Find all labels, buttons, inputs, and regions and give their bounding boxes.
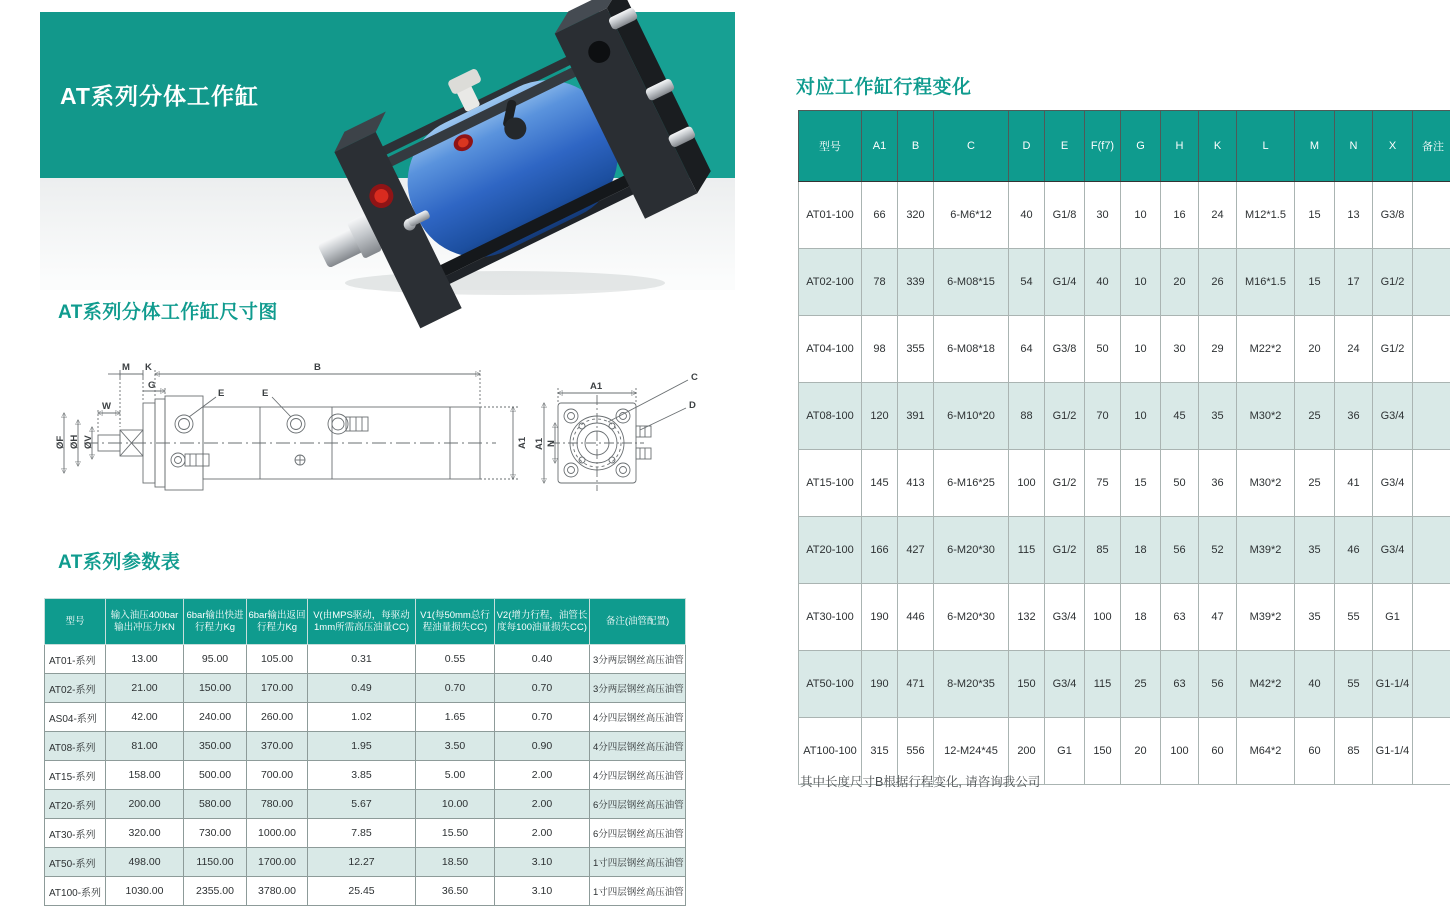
table-cell: 46	[1335, 517, 1373, 584]
table-cell: 63	[1161, 651, 1199, 718]
table-cell: 6分四层钢丝高压油管	[590, 819, 686, 848]
table-cell: 166	[862, 517, 898, 584]
table-row	[45, 790, 686, 819]
table-cell: 18	[1121, 517, 1161, 584]
table-cell: 41	[1335, 450, 1373, 517]
column-header: A1	[862, 111, 898, 182]
product-photo-cylinder	[320, 45, 700, 295]
column-header: V2(增力行程，油管长度每100油量损失CC)	[495, 599, 590, 645]
table-cell: 315	[862, 718, 898, 785]
table-cell	[1413, 651, 1450, 718]
table-cell: 320.00	[106, 819, 184, 848]
section-title-dimensions: AT系列分体工作缸尺寸图	[58, 297, 278, 324]
table-cell: 190	[862, 584, 898, 651]
table-cell: 45	[1161, 383, 1199, 450]
column-header: 型号	[45, 599, 106, 645]
table-cell	[1413, 316, 1450, 383]
table-cell: M22*2	[1237, 316, 1295, 383]
table-cell: 150	[1009, 651, 1045, 718]
table-cell	[1413, 517, 1450, 584]
table-cell: 20	[1121, 718, 1161, 785]
table-cell: 1150.00	[184, 848, 247, 877]
table-cell: M39*2	[1237, 517, 1295, 584]
table-cell: 26	[1199, 249, 1237, 316]
table-cell: 6-M08*18	[934, 316, 1009, 383]
table-cell: AT02-系列	[45, 674, 106, 703]
table-cell: AT15-100	[799, 450, 862, 517]
column-header: 备注	[1413, 111, 1450, 182]
dimension-drawing	[48, 350, 743, 525]
table-cell: 730.00	[184, 819, 247, 848]
table-cell: 0.55	[416, 645, 495, 674]
table-row	[45, 848, 686, 877]
table-cell: 24	[1199, 182, 1237, 249]
table-cell: 64	[1009, 316, 1045, 383]
table-cell: 21.00	[106, 674, 184, 703]
column-header: D	[1009, 111, 1045, 182]
stroke-table-note: 其中长度尺寸B根据行程变化, 请咨询我公司	[800, 772, 1040, 790]
table-cell: AT08-系列	[45, 732, 106, 761]
table-cell	[1413, 450, 1450, 517]
table-cell: 6-M10*20	[934, 383, 1009, 450]
table-cell: 3.10	[495, 848, 590, 877]
table-cell: 6-M6*12	[934, 182, 1009, 249]
page-title: AT系列分体工作缸	[60, 78, 259, 111]
table-row	[799, 450, 1450, 517]
table-cell: 105.00	[247, 645, 308, 674]
table-cell: 6-M20*30	[934, 584, 1009, 651]
column-header: K	[1199, 111, 1237, 182]
table-cell: 1030.00	[106, 877, 184, 906]
table-cell: 88	[1009, 383, 1045, 450]
table-cell: AT08-100	[799, 383, 862, 450]
column-header: E	[1045, 111, 1085, 182]
table-cell: G3/8	[1045, 316, 1085, 383]
table-cell: M42*2	[1237, 651, 1295, 718]
table-cell: 150.00	[184, 674, 247, 703]
table-cell: 4分四层钢丝高压油管	[590, 732, 686, 761]
table-cell: 2.00	[495, 761, 590, 790]
table-cell: 158.00	[106, 761, 184, 790]
table-cell: 15	[1121, 450, 1161, 517]
table-cell: AT01-系列	[45, 645, 106, 674]
table-row	[799, 383, 1450, 450]
table-cell: 413	[898, 450, 934, 517]
table-cell: 2.00	[495, 790, 590, 819]
table-cell: 370.00	[247, 732, 308, 761]
column-header: X	[1373, 111, 1413, 182]
table-cell: G3/8	[1373, 182, 1413, 249]
table-cell: 355	[898, 316, 934, 383]
table-cell: 4分四层钢丝高压油管	[590, 703, 686, 732]
table-cell: AT15-系列	[45, 761, 106, 790]
table-cell: 500.00	[184, 761, 247, 790]
table-cell: 1.65	[416, 703, 495, 732]
table-row	[799, 584, 1450, 651]
table-cell: 200	[1009, 718, 1045, 785]
table-cell: 30	[1161, 316, 1199, 383]
params-table-header-row	[45, 599, 686, 645]
table-cell: 100	[1085, 584, 1121, 651]
section-title-stroke: 对应工作缸行程变化	[796, 72, 972, 99]
table-cell: M30*2	[1237, 450, 1295, 517]
column-header: V1(每50mm总行程油量损失CC)	[416, 599, 495, 645]
svg-text:A1: A1	[517, 436, 528, 449]
svg-text:G: G	[148, 380, 155, 391]
table-cell: 25	[1295, 450, 1335, 517]
table-cell: 120	[862, 383, 898, 450]
table-cell: 170.00	[247, 674, 308, 703]
table-cell: 471	[898, 651, 934, 718]
table-cell: G1/2	[1373, 316, 1413, 383]
table-row	[799, 517, 1450, 584]
table-cell: 25	[1121, 651, 1161, 718]
table-cell: 30	[1085, 182, 1121, 249]
table-cell: AT01-100	[799, 182, 862, 249]
table-cell: 40	[1295, 651, 1335, 718]
table-cell: 3.50	[416, 732, 495, 761]
table-row	[45, 645, 686, 674]
table-cell: 391	[898, 383, 934, 450]
table-cell: G1	[1373, 584, 1413, 651]
svg-text:K: K	[145, 362, 152, 373]
svg-text:ØF: ØF	[55, 436, 66, 449]
table-cell: 1寸四层钢丝高压油管	[590, 848, 686, 877]
table-cell: 339	[898, 249, 934, 316]
column-header: 输入油压400bar输出冲压力KN	[106, 599, 184, 645]
table-cell: G3/4	[1045, 651, 1085, 718]
column-header: F(f7)	[1085, 111, 1121, 182]
table-cell: 85	[1335, 718, 1373, 785]
table-cell: 1.95	[308, 732, 416, 761]
table-cell: 498.00	[106, 848, 184, 877]
table-cell: G1/2	[1045, 450, 1085, 517]
table-cell: 40	[1085, 249, 1121, 316]
table-cell: G1/2	[1045, 383, 1085, 450]
table-cell: 556	[898, 718, 934, 785]
table-cell: 98	[862, 316, 898, 383]
table-cell: 780.00	[247, 790, 308, 819]
table-cell: 115	[1009, 517, 1045, 584]
table-cell: 12-M24*45	[934, 718, 1009, 785]
column-header: L	[1237, 111, 1295, 182]
table-cell: G3/4	[1373, 383, 1413, 450]
table-cell: 10.00	[416, 790, 495, 819]
table-cell: 0.49	[308, 674, 416, 703]
table-cell: 2.00	[495, 819, 590, 848]
table-cell: AT20-系列	[45, 790, 106, 819]
svg-text:B: B	[314, 362, 321, 373]
table-cell: 0.70	[495, 703, 590, 732]
table-cell: 1700.00	[247, 848, 308, 877]
stroke-table	[798, 110, 1450, 785]
svg-text:D: D	[689, 400, 696, 411]
table-cell: 54	[1009, 249, 1045, 316]
table-cell: 3.85	[308, 761, 416, 790]
table-cell: 25	[1295, 383, 1335, 450]
table-cell: 700.00	[247, 761, 308, 790]
table-cell: 66	[862, 182, 898, 249]
column-header: 6bar输出返回行程力Kg	[247, 599, 308, 645]
table-cell: 70	[1085, 383, 1121, 450]
table-cell: 6分四层钢丝高压油管	[590, 790, 686, 819]
section-title-params: AT系列参数表	[58, 547, 180, 574]
table-cell	[1413, 383, 1450, 450]
table-cell: 115	[1085, 651, 1121, 718]
table-cell: 240.00	[184, 703, 247, 732]
table-cell: 100	[1009, 450, 1045, 517]
table-cell: M12*1.5	[1237, 182, 1295, 249]
table-cell: 56	[1199, 651, 1237, 718]
table-cell: 78	[862, 249, 898, 316]
table-cell: 1000.00	[247, 819, 308, 848]
table-cell: 95.00	[184, 645, 247, 674]
table-cell: G3/4	[1045, 584, 1085, 651]
table-cell: G1	[1045, 718, 1085, 785]
table-cell: G1/2	[1373, 249, 1413, 316]
table-cell: 13	[1335, 182, 1373, 249]
table-cell: G1/4	[1045, 249, 1085, 316]
table-cell: AT100-系列	[45, 877, 106, 906]
table-cell: 75	[1085, 450, 1121, 517]
table-cell: 17	[1335, 249, 1373, 316]
table-cell: 20	[1295, 316, 1335, 383]
column-header: B	[898, 111, 934, 182]
table-cell: G3/4	[1373, 517, 1413, 584]
table-cell: 10	[1121, 182, 1161, 249]
table-cell: 2355.00	[184, 877, 247, 906]
table-row	[45, 732, 686, 761]
table-cell: 6-M08*15	[934, 249, 1009, 316]
table-cell: G1-1/4	[1373, 651, 1413, 718]
table-row	[45, 761, 686, 790]
table-cell: 20	[1161, 249, 1199, 316]
table-cell: G3/4	[1373, 450, 1413, 517]
table-cell: 0.40	[495, 645, 590, 674]
table-cell: AT02-100	[799, 249, 862, 316]
table-cell: 63	[1161, 584, 1199, 651]
table-cell	[1413, 584, 1450, 651]
table-cell: G1/2	[1045, 517, 1085, 584]
table-cell: 15.50	[416, 819, 495, 848]
table-cell: 4分四层钢丝高压油管	[590, 761, 686, 790]
svg-text:W: W	[102, 401, 111, 412]
table-row	[799, 249, 1450, 316]
table-cell: AT50-100	[799, 651, 862, 718]
table-cell: 350.00	[184, 732, 247, 761]
column-header: G	[1121, 111, 1161, 182]
table-row	[799, 316, 1450, 383]
table-cell: AT30-系列	[45, 819, 106, 848]
table-cell: 5.67	[308, 790, 416, 819]
table-row	[45, 877, 686, 906]
table-cell: 36	[1335, 383, 1373, 450]
table-cell: 56	[1161, 517, 1199, 584]
table-cell: 36.50	[416, 877, 495, 906]
table-row	[799, 182, 1450, 249]
table-cell: 60	[1295, 718, 1335, 785]
table-cell: 35	[1295, 517, 1335, 584]
svg-text:A1: A1	[590, 381, 603, 392]
table-cell: 427	[898, 517, 934, 584]
stroke-table-header-row	[799, 111, 1450, 182]
table-cell: 132	[1009, 584, 1045, 651]
table-cell: M30*2	[1237, 383, 1295, 450]
table-cell: 0.31	[308, 645, 416, 674]
table-cell: AT100-100	[799, 718, 862, 785]
table-cell: 320	[898, 182, 934, 249]
column-header: 型号	[799, 111, 862, 182]
table-cell: 12.27	[308, 848, 416, 877]
table-cell: 15	[1295, 249, 1335, 316]
table-cell: AT04-100	[799, 316, 862, 383]
table-row	[45, 674, 686, 703]
table-row	[45, 703, 686, 732]
svg-text:M: M	[122, 362, 130, 373]
svg-text:N: N	[546, 440, 557, 447]
table-cell	[1413, 718, 1450, 785]
table-cell: 35	[1295, 584, 1335, 651]
table-cell: 52	[1199, 517, 1237, 584]
table-cell: M39*2	[1237, 584, 1295, 651]
table-cell: 10	[1121, 249, 1161, 316]
table-cell: AS04-系列	[45, 703, 106, 732]
table-cell: 260.00	[247, 703, 308, 732]
column-header: C	[934, 111, 1009, 182]
table-cell: 580.00	[184, 790, 247, 819]
table-cell: 47	[1199, 584, 1237, 651]
table-cell: 1.02	[308, 703, 416, 732]
table-cell: 200.00	[106, 790, 184, 819]
svg-text:C: C	[691, 372, 698, 383]
table-cell: 24	[1335, 316, 1373, 383]
table-cell: M64*2	[1237, 718, 1295, 785]
table-cell: 3分两层钢丝高压油管	[590, 674, 686, 703]
column-header: V(由MPS驱动，每驱动1mm所需高压油量CC)	[308, 599, 416, 645]
table-cell: 13.00	[106, 645, 184, 674]
column-header: 备注(油管配置)	[590, 599, 686, 645]
svg-text:A1: A1	[534, 437, 545, 450]
table-cell: 35	[1199, 383, 1237, 450]
column-header: 6bar输出快进行程力Kg	[184, 599, 247, 645]
table-cell: 15	[1295, 182, 1335, 249]
table-cell: 85	[1085, 517, 1121, 584]
column-header: M	[1295, 111, 1335, 182]
table-cell: 55	[1335, 651, 1373, 718]
table-cell: 50	[1161, 450, 1199, 517]
table-cell: 10	[1121, 316, 1161, 383]
svg-text:ØH: ØH	[69, 435, 80, 449]
table-cell: 3780.00	[247, 877, 308, 906]
table-cell: AT30-100	[799, 584, 862, 651]
table-cell: 42.00	[106, 703, 184, 732]
table-cell: 40	[1009, 182, 1045, 249]
table-cell: 8-M20*35	[934, 651, 1009, 718]
table-cell: 29	[1199, 316, 1237, 383]
table-cell: 1寸四层钢丝高压油管	[590, 877, 686, 906]
table-cell: 150	[1085, 718, 1121, 785]
table-cell: 5.00	[416, 761, 495, 790]
table-cell: 145	[862, 450, 898, 517]
table-cell: 3.10	[495, 877, 590, 906]
table-cell: 6-M20*30	[934, 517, 1009, 584]
table-cell: 0.90	[495, 732, 590, 761]
table-cell: 16	[1161, 182, 1199, 249]
svg-text:ØV: ØV	[83, 435, 94, 449]
table-row	[45, 819, 686, 848]
column-header: H	[1161, 111, 1199, 182]
table-cell: AT20-100	[799, 517, 862, 584]
column-header: N	[1335, 111, 1373, 182]
table-cell: M16*1.5	[1237, 249, 1295, 316]
table-cell: 55	[1335, 584, 1373, 651]
table-cell: G1/8	[1045, 182, 1085, 249]
table-cell: 36	[1199, 450, 1237, 517]
svg-text:E: E	[218, 388, 224, 399]
table-cell: 18.50	[416, 848, 495, 877]
params-table	[44, 598, 686, 906]
svg-text:E: E	[262, 388, 268, 399]
table-cell: AT50-系列	[45, 848, 106, 877]
table-cell: 25.45	[308, 877, 416, 906]
table-cell: 60	[1199, 718, 1237, 785]
table-cell: 3分两层钢丝高压油管	[590, 645, 686, 674]
table-cell: G1-1/4	[1373, 718, 1413, 785]
table-cell: 446	[898, 584, 934, 651]
table-cell	[1413, 249, 1450, 316]
table-cell: 0.70	[416, 674, 495, 703]
table-cell	[1413, 182, 1450, 249]
table-cell: 0.70	[495, 674, 590, 703]
table-cell: 81.00	[106, 732, 184, 761]
table-cell: 190	[862, 651, 898, 718]
table-cell: 18	[1121, 584, 1161, 651]
table-cell: 6-M16*25	[934, 450, 1009, 517]
table-cell: 50	[1085, 316, 1121, 383]
table-cell: 100	[1161, 718, 1199, 785]
table-row	[799, 651, 1450, 718]
table-cell: 10	[1121, 383, 1161, 450]
table-cell: 7.85	[308, 819, 416, 848]
